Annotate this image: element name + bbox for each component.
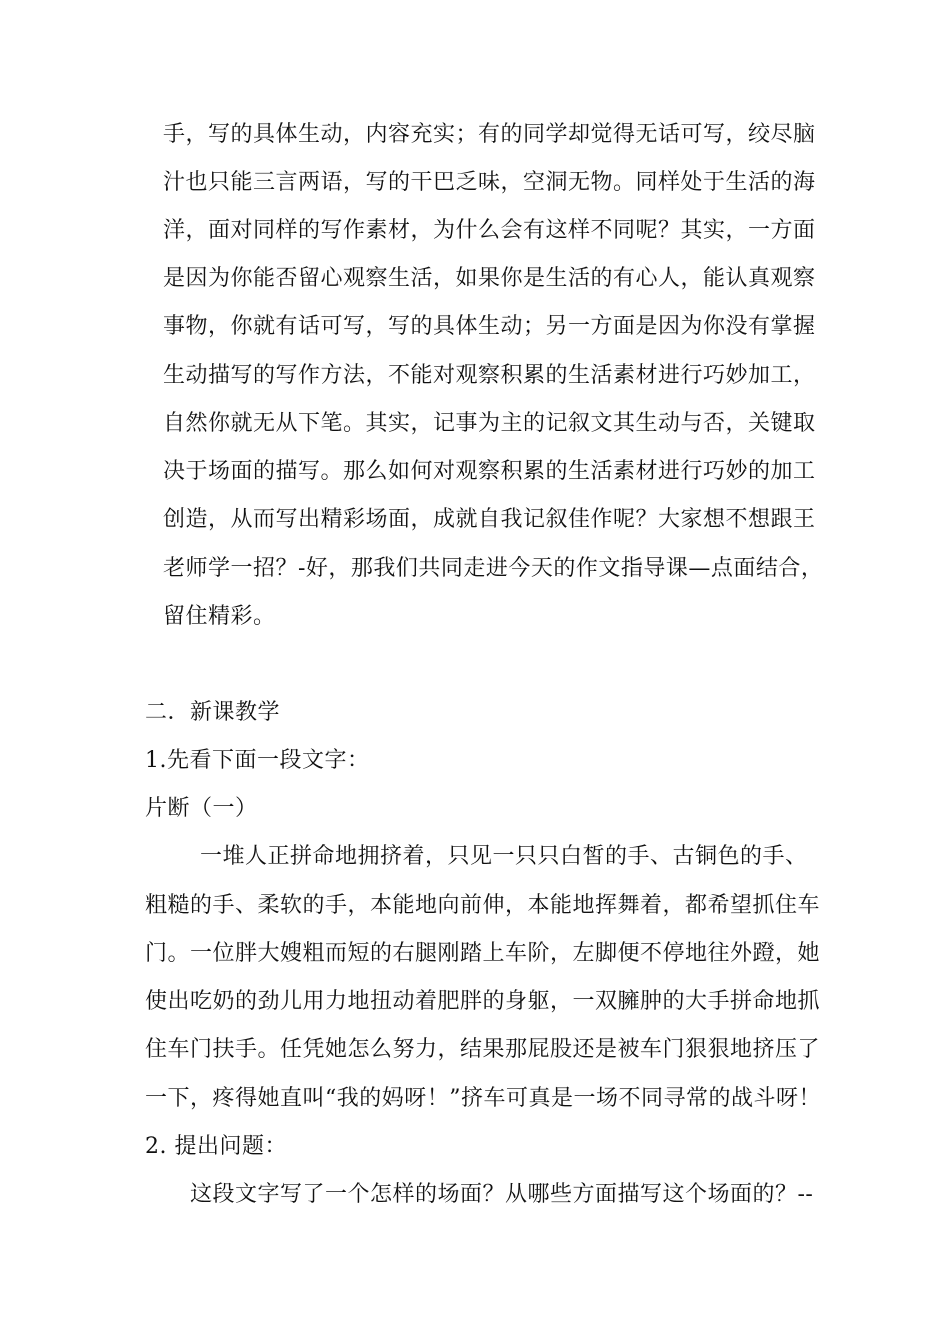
fragment-line: 使出吃奶的劲儿用力地扭动着肥胖的身躯，一双臃肿的大手拼命地抓 <box>145 989 821 1014</box>
step2-heading: 2. 提出问题： <box>145 1134 287 1159</box>
intro-line: 生动描写的写作方法，不能对观察积累的生活素材进行巧妙加工， <box>163 363 816 388</box>
intro-line: 汁也只能三言两语，写的干巴乏味，空洞无物。同样处于生活的海 <box>163 170 816 195</box>
intro-line: 洋，面对同样的写作素材，为什么会有这样不同呢？其实，一方面 <box>163 218 816 243</box>
intro-line: 事物，你就有话可写，写的具体生动；另一方面是因为你没有掌握 <box>163 314 816 339</box>
intro-line: 留住精彩。 <box>163 604 276 629</box>
step1-heading: 1.先看下面一段文字： <box>145 748 370 773</box>
intro-line: 创造，从而写出精彩场面，成就自我记叙佳作呢？大家想不想跟王 <box>163 507 816 532</box>
fragment-line: 一堆人正拼命地拥挤着，只见一只只白皙的手、古铜色的手、 <box>200 844 808 869</box>
section-heading: 二．新课教学 <box>145 700 281 725</box>
intro-line: 决于场面的描写。那么如何对观察积累的生活素材进行巧妙的加工 <box>163 459 816 484</box>
question-line: 这段文字写了一个怎样的场面？从哪些方面描写这个场面的？-- <box>190 1182 814 1207</box>
fragment-line: 粗糙的手、柔软的手，本能地向前伸，本能地挥舞着，都希望抓住车 <box>145 893 821 918</box>
intro-line: 自然你就无从下笔。其实，记事为主的记叙文其生动与否，关键取 <box>163 411 816 436</box>
intro-line: 是因为你能否留心观察生活，如果你是生活的有心人，能认真观察 <box>163 266 816 291</box>
fragment-line: 住车门扶手。任凭她怎么努力，结果那屁股还是被车门狠狠地挤压了 <box>145 1037 821 1062</box>
fragment-title: 片断（一） <box>145 796 258 821</box>
fragment-line: 一下，疼得她直叫“我的妈呀！”挤车可真是一场不同寻常的战斗呀！ <box>145 1086 821 1111</box>
fragment-line: 门。一位胖大嫂粗而短的右腿刚踏上车阶，左脚便不停地往外蹬，她 <box>145 941 821 966</box>
intro-line: 手，写的具体生动，内容充实；有的同学却觉得无话可写，绞尽脑 <box>163 122 816 147</box>
intro-line: 老师学一招？-好，那我们共同走进今天的作文指导课—点面结合， <box>163 556 824 581</box>
